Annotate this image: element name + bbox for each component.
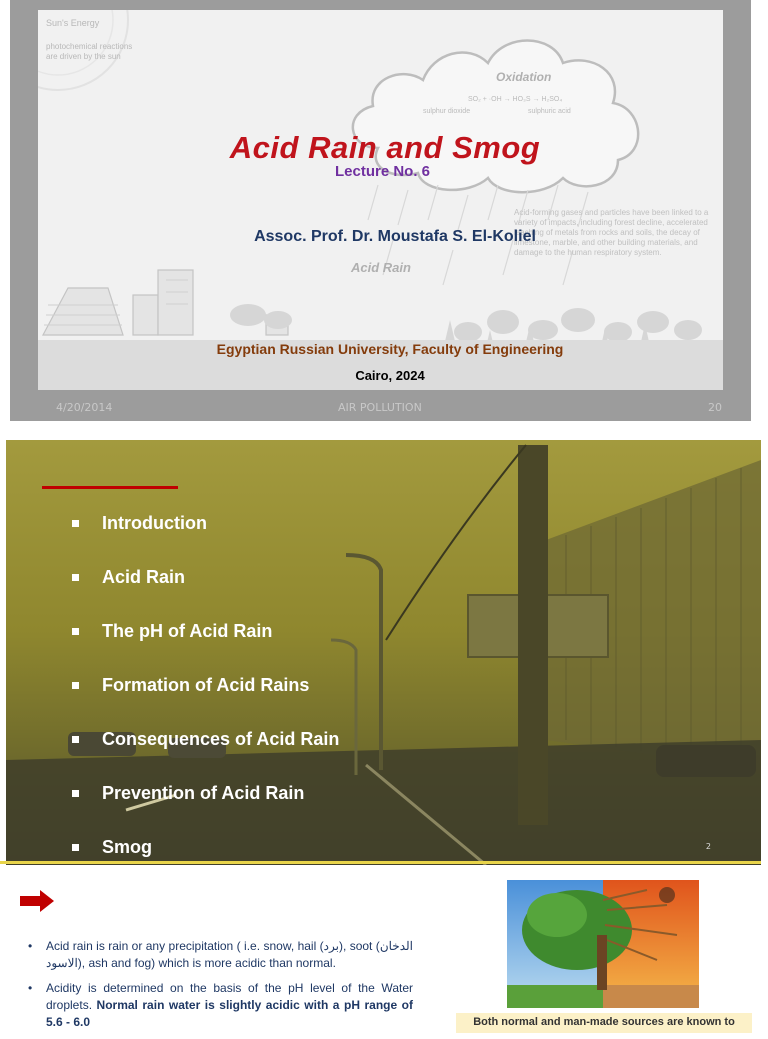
square-bullet-icon [72,682,79,689]
footer-center: AIR POLLUTION [338,401,422,414]
footer-page: 20 [708,401,722,414]
impact-note: Acid-forming gases and particles have been linked to a variety of impacts, including forest decline, accelerated leaching of metals from rocks and soils, the decay of limestone, marble, and other building materials, and damage to the human respiratory system. [514,208,709,257]
outline-item-prevention: Prevention of Acid Rain [72,766,339,820]
oxidation-equation: SO₂ + ·OH → HO₃S → H₂SO₄ [468,96,563,103]
slide-page-number: 2 [705,842,711,851]
outline-list [72,496,339,865]
footer-date: 4/20/2014 [56,401,113,414]
outline-item-formation: Formation of Acid Rains [72,658,339,712]
title-slide [10,0,751,421]
outline-item-introduction: Introduction [72,496,339,550]
image-caption: Both normal and man-made sources are known to [456,1013,752,1033]
outline-item-ph: The pH of Acid Rain [72,604,339,658]
bullet-acidity: • Acidity is determined on the basis of the pH level of the Water droplets. Normal rain water is slightly acidic with a pH range of 5.6 - 6.0 [28,980,413,1031]
title-slide-canvas [38,10,723,390]
title-slide-footer [10,395,751,421]
square-bullet-icon [72,844,79,851]
square-bullet-icon [72,628,79,635]
acid-rain-label: Acid Rain [351,260,411,275]
accent-underline [42,486,178,489]
square-bullet-icon [72,736,79,743]
square-bullet-icon [72,520,79,527]
university-name: Egyptian Russian University, Faculty of Engineering [216,341,564,357]
bullet-definition: • Acid rain is rain or any precipitation ( i.e. snow, hail (برد), soot (الدخان الاسود), ash and fog) which is more acidic than normal. [28,938,413,972]
outline-slide [6,440,761,865]
outline-item-consequences: Consequences of Acid Rain [72,712,339,766]
outline-item-smog: Smog [72,820,339,865]
lecture-number: Lecture No. 6 [334,163,431,180]
sulphur-dioxide-label: sulphur dioxide [423,108,471,115]
square-bullet-icon [72,574,79,581]
square-bullet-icon [72,790,79,797]
sulphuric-acid-label: sulphuric acid [528,108,571,115]
oxidation-label: Oxidation [496,70,552,84]
slide-bottom-border [0,861,761,864]
tree-climate-image [507,880,699,1008]
city-year: Cairo, 2024 [355,368,425,383]
outline-item-acid-rain: Acid Rain [72,550,339,604]
sun-energy-label: Sun's Energy [46,18,100,28]
author-name: Assoc. Prof. Dr. Moustafa S. El-Koliel [254,228,536,245]
presentation-title: Acid Rain and Smog [229,130,541,165]
photochemical-note: photochemical reactions are driven by the sun [46,42,133,61]
right-arrow-icon [20,890,56,912]
